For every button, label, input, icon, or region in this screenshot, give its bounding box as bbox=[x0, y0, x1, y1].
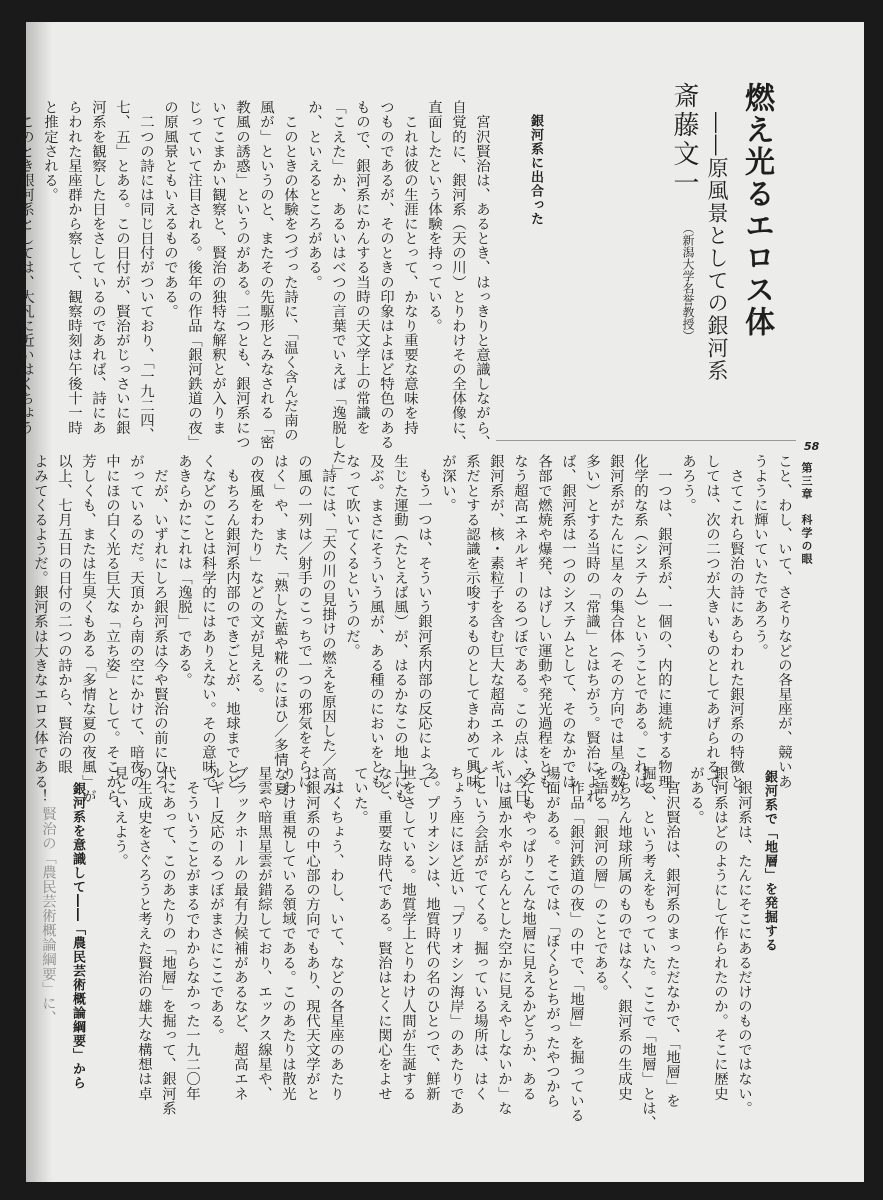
section1-upper-line: 宮沢賢治は、あるとき、はっきりと意識しながら、 bbox=[474, 100, 490, 450]
book-page bbox=[18, 22, 864, 1182]
section1-upper-line: つものであるが、そのときの印象はよほど特色のある bbox=[378, 100, 394, 450]
section2-line: 世をさしている。地質学上とりわけ人間が生誕する bbox=[400, 766, 416, 1101]
section2-line: ていた。 bbox=[352, 766, 368, 825]
section1-upper-line: 七、五」とある。この日付が、賢治がじっさいに銀 bbox=[114, 100, 130, 435]
section2-line: ブラックホールの最有力候補があるなど、超高エネ bbox=[232, 766, 248, 1101]
section1-lower-line: 芳しくも、または生臭くもある「多情な夏の夜風」が bbox=[80, 454, 96, 804]
section2-line: 星雲や暗黒星雲が錯綜しており、エックス線星や、 bbox=[256, 766, 272, 1101]
section1-upper-line: このときの体験をつづった詩に、「温く含んだ南の bbox=[282, 100, 298, 442]
section1-lower-line: あきらかにこれは「逸脱」である。 bbox=[176, 454, 192, 687]
section1-lower-line: 詩には、「天の川の見掛けの燃えを原因した／高み bbox=[320, 454, 336, 796]
section1-lower-line: あろう。 bbox=[680, 454, 696, 513]
section1-lower-line: はく」や、また、「熟した藍や糀のにほひ／多情な夏 bbox=[272, 454, 288, 796]
title-divider bbox=[496, 440, 796, 441]
section1-lower-line: だが、いずれにしろ銀河系は今や賢治の前にひろ bbox=[152, 454, 168, 789]
section1-upper-line: 教風の誘惑」というのがある。二つとも、銀河系につ bbox=[234, 100, 250, 450]
section1-upper-line: 直面したという体験を持っている。 bbox=[426, 100, 442, 333]
section1-upper-line: 二つの詩には同じ日付がついており、「一九二四、 bbox=[138, 100, 154, 442]
section1-lower-line: よみてくるようだ。銀河系は大きなエロス体である！ bbox=[32, 454, 48, 804]
section1-lower-line: 中にほの白く光る巨大な「立ち姿」として。そこから、 bbox=[104, 454, 120, 818]
section2-line: 銀河系はどのようにして作られたのか。そこに歴史 bbox=[712, 766, 728, 1101]
section1-upper-line: いてこまかい観察と、賢治の独特な解釈とが入りま bbox=[210, 100, 226, 435]
section1-upper-line: の原風景ともいえるものである。 bbox=[162, 100, 178, 319]
section1-lower-line: もう一つは、そういう銀河系内部の反応によって bbox=[416, 454, 432, 789]
chapter-label: 第三章 科学の眼 bbox=[800, 462, 813, 566]
section2-line: どという会話がでてくる。掘っている場所は、はく bbox=[472, 766, 488, 1101]
section1-upper-line: と推定される。 bbox=[42, 100, 58, 202]
section1-lower-line: 一つは、銀河系が、一個の、内的に連続する物理 bbox=[656, 454, 672, 789]
section2-line: がある。 bbox=[688, 766, 704, 825]
section1-upper-line: 「こえた」か、あるいはべつの言葉でいえば「逸脱した」 bbox=[330, 100, 346, 479]
section1-lower-line: なう超高エネルギーのるつぼである。この点は、今日、 bbox=[512, 454, 528, 818]
section2-line: など、重要な時代である。賢治はとくに関心をよせ bbox=[376, 766, 392, 1101]
section2-line: は銀河系の中心部の方向でもあり、現代天文学がと bbox=[304, 766, 320, 1101]
section1-upper-line: か、といえるところがある。 bbox=[306, 100, 322, 290]
section2-line: 宮沢賢治は、銀河系のまっただなかで、「地層」を bbox=[664, 766, 680, 1108]
section2-column bbox=[96, 766, 756, 1162]
section2-heading: 銀河系で「地層」を発掘する bbox=[762, 770, 777, 952]
section1-lower-line: なって吹いてくるというのだ。 bbox=[344, 454, 360, 658]
section1-lower-line: こと、わし、いて、さそりなどの各星座が、競いあ bbox=[776, 454, 792, 789]
section2-line: もちろん地球所属のものではなく、銀河系の生成史 bbox=[616, 766, 632, 1101]
section1-upper-line: これは彼の生涯にとって、かなり重要な意味を持 bbox=[402, 100, 418, 435]
section1-upper-line: 自覚的に、銀河系（天の川）とりわけその全体像に、 bbox=[450, 100, 466, 450]
section1-lower-line: 銀河系が、核・素粒子を含む巨大な超高エネルギー bbox=[488, 454, 504, 789]
section2-line: 見といえよう。 bbox=[112, 766, 128, 868]
section2-line: りわけ重視している領域である。このあたりは散光 bbox=[280, 766, 296, 1101]
article-title: 燃え光るエロス体 bbox=[739, 82, 774, 338]
section2-line: 作品「銀河鉄道の夜」の中で、「地層」を掘っている bbox=[568, 766, 584, 1123]
section1-lower-line: 各部で燃焼や爆発、はげしい運動や発光過程をとも bbox=[536, 454, 552, 789]
section3-heading: 銀河系を意識して――「農民芸術概論綱要」から bbox=[70, 782, 85, 1090]
section2-line: いは風か水やがらんとした空かに見えやしないか」な bbox=[496, 766, 512, 1116]
section1-lower-line: 及ぶ。まさにそういう風が、ある種のにおいをとも bbox=[368, 454, 384, 789]
section1-upper-line: らわれた星座群から察して、観察時刻は午後十一時 bbox=[66, 100, 82, 435]
section2-line: の生成史をさぐろうと考えた賢治の雄大な構想は卓 bbox=[136, 766, 152, 1101]
page-number: 58 bbox=[804, 440, 820, 453]
section2-line: を語る「銀河の層」のことである。 bbox=[592, 766, 608, 999]
section1-lower-line: くなどのことは科学的にはありえない。その意味で bbox=[200, 454, 216, 789]
section1-lower-line: さてこれら賢治の詩にあらわれた銀河系の特徴と bbox=[728, 454, 744, 789]
section1-lower-line: 銀河系がたんに星々の集合体（その方向では星の数が bbox=[608, 454, 624, 804]
section2-line: みてもやっぱりこんな地層に見えるかどうか、ある bbox=[520, 766, 536, 1101]
section2-line: はくちょう、わし、いて、などの各星座のあたり bbox=[328, 766, 344, 1101]
section2-line: 銀河系は、たんにそこにあるだけのものではない。 bbox=[736, 766, 752, 1116]
section1-lower-line: 化学的な系（システム）ということである。これは、 bbox=[632, 454, 648, 804]
section2-line: ちょう座にほど近い「プリオシン海岸」のあたりであ bbox=[448, 766, 464, 1116]
section1-lower-line: ば、銀河系は一つのシステムとして、そのなかでは bbox=[560, 454, 576, 789]
author-name: 斎藤文一 bbox=[669, 82, 699, 198]
section1-lower-line: もちろん銀河系内部のできごとが、地球までとど bbox=[224, 454, 240, 789]
section1-upper-line: 河系を観察した日をさしているのであれば、詩にあ bbox=[90, 100, 106, 435]
section3-first-line: 賢治の「農民芸術概論綱要」に、 bbox=[40, 792, 56, 1025]
section1-upper-column bbox=[18, 100, 494, 479]
section1-upper-line: 風が」というのと、またその先駆形とみなされる「密 bbox=[258, 100, 274, 450]
section2-line: 場面がある。そこでは、「ぼくらとちがったやつから bbox=[544, 766, 560, 1108]
author-affiliation: （新潟大学名誉教授） bbox=[681, 222, 695, 342]
section2-line: 代にあって、このあたりの「地層」を掘って、銀河系 bbox=[160, 766, 176, 1116]
section2-line: 掘る、という考えをもっていた。ここで「地層」とは、 bbox=[640, 766, 656, 1130]
section1-heading: 銀河系に出合った bbox=[528, 114, 543, 226]
section1-lower-line: しては、次の二つが大きいものとしてあげられるで bbox=[704, 454, 720, 789]
section1-lower-line: 多い）とする当時の「常識」とはちがう。賢治によれ bbox=[584, 454, 600, 804]
section1-lower-line: うように輝いていたであろう。 bbox=[752, 454, 768, 658]
section1-lower-line: の風の一列は／射手のこっちで一つの邪気をそらに bbox=[296, 454, 312, 789]
section1-lower-line: 生じた運動（たとえば風）が、はるかなこの地上にも bbox=[392, 454, 408, 804]
article-subtitle: ――原風景としての銀河系 bbox=[705, 112, 729, 382]
section2-line: る。プリオシンは、地質時代の名のひとつで、鮮新 bbox=[424, 766, 440, 1101]
section1-lower-line: 系だとする認識を示唆するものとしてきわめて興味 bbox=[464, 454, 480, 789]
section1-lower-line: の夜風をわたり」などの文が見える。 bbox=[248, 454, 264, 702]
section1-upper-line: もので、銀河系にかんする当時の天文学上の常識を bbox=[354, 100, 370, 435]
section2-line: ルギー反応のるつぼがまさにここである。 bbox=[208, 766, 224, 1043]
section1-lower-line: がっているのだ。天頂から南の空にかけて、暗夜の bbox=[128, 454, 144, 789]
section1-upper-line: このとき銀河系としては、大凡に近いはくちょう bbox=[18, 100, 34, 435]
section1-upper-line: じっていて注目される。後年の作品「銀河鉄道の夜」 bbox=[186, 100, 202, 450]
section1-lower-line: が深い。 bbox=[440, 454, 456, 513]
section2-line: そういうことがまるでわからなかった一九二〇年 bbox=[184, 766, 200, 1101]
section1-lower-line: 以上、七月五日の日付の二つの詩から、賢治の眼 bbox=[56, 454, 72, 775]
